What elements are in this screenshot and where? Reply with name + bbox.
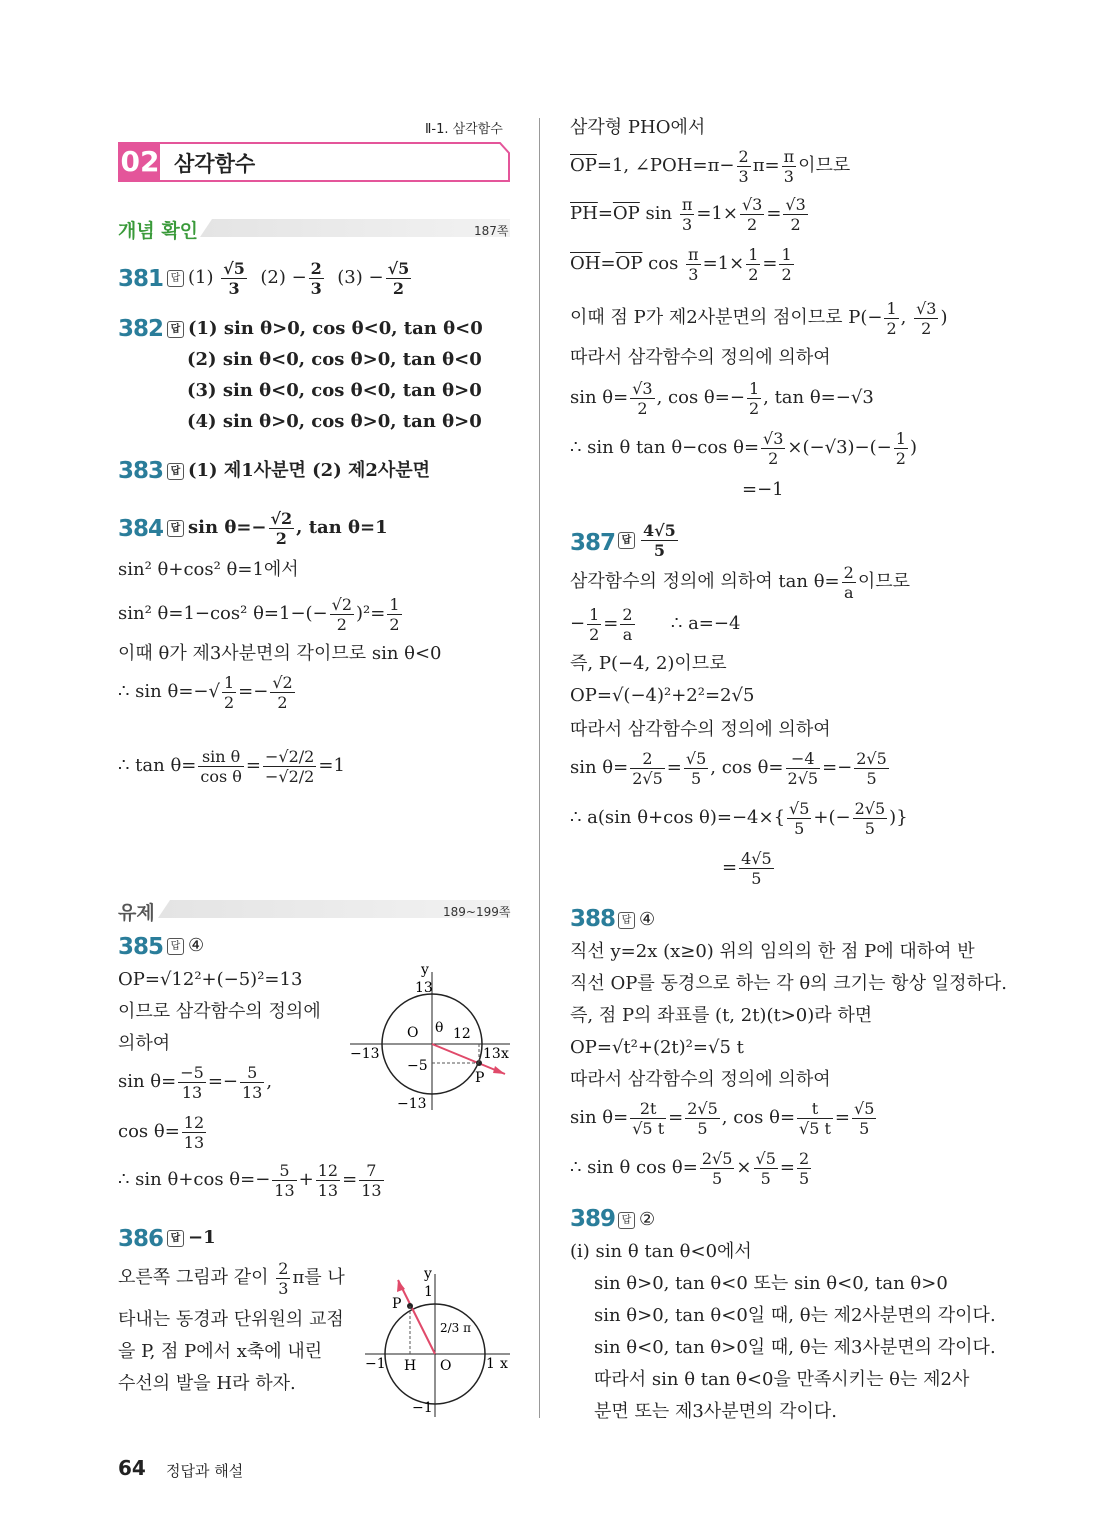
fraction: $\frac{12}{13}$ <box>183 1112 205 1152</box>
problem-386-right-7: sin θ= $\frac{√3}{2}$ , cos θ=− $\frac{1}{2}$ , tan θ=−√3 <box>570 378 874 418</box>
fraction: $\frac{1}{2}$ <box>886 298 897 338</box>
problem-386-right-2: $\overline{OP}=1$, ∠POH=π− $\frac{2}{3}$ π= $\frac{\pi}{3}$ 이므로 <box>570 146 851 186</box>
answer-text: ④ <box>188 935 205 956</box>
problem-386-line-1 <box>118 1256 345 1300</box>
fig-label: O <box>440 1358 452 1374</box>
page-number: 64 <box>118 1456 146 1480</box>
problem-382-number: 382 <box>118 316 164 342</box>
fraction: $\frac{\text{sin θ}}{\text{cos θ}}$ <box>200 746 242 786</box>
problem-388-line-4: OP=√t²+(2t)²=√5 t <box>570 1037 744 1058</box>
fig-label: P <box>475 1070 485 1086</box>
fig-label: −5 <box>407 1058 428 1074</box>
problem-383-number: 383 <box>118 458 164 484</box>
part-label: (2) <box>260 267 286 288</box>
problem-385-answer <box>167 932 204 960</box>
problem-386-line-2: 타내는 동경과 단위원의 교점 <box>118 1309 344 1330</box>
problem-385-line-5: cos θ= $\frac{12}{13}$ <box>118 1112 205 1152</box>
answer-mark: 답 <box>167 520 184 537</box>
answer-text: −1 <box>188 1227 216 1248</box>
problem-389-answer <box>618 1206 655 1234</box>
fig-label: 1 <box>424 1284 433 1300</box>
answer-mark: 답 <box>618 1212 635 1229</box>
answer-text: (1) 제1사분면 (2) 제2사분면 <box>188 460 431 481</box>
fraction: $\frac{2√5}{5}$ <box>701 1148 733 1188</box>
problem-383-answer <box>167 457 430 485</box>
problem-388-line-3: 즉, 점 P의 좌표를 (t, 2t)(t>0)라 하면 <box>570 1005 873 1026</box>
fraction: $\frac{1}{2}$ <box>748 244 759 284</box>
fraction: $\frac{2√5}{5}$ <box>687 1098 718 1138</box>
practice-label: 유제 <box>118 902 155 924</box>
answer-mark: 답 <box>618 912 635 929</box>
fraction: $\frac{1}{2}$ <box>781 244 792 284</box>
fig-label: P <box>392 1296 402 1312</box>
practice-pages: 189~199쪽 <box>443 905 511 919</box>
concept-bar <box>200 219 510 237</box>
problem-386-right-6: 따라서 삼각함수의 정의에 의하여 <box>570 347 831 368</box>
problem-389-number: 389 <box>570 1206 616 1232</box>
fig-angle-label: 2/3 π <box>440 1321 472 1335</box>
concept-label: 개념 확인 <box>118 220 199 242</box>
answer-mark: 답 <box>167 321 184 338</box>
fraction: $\frac{\pi}{3}$ <box>688 244 699 284</box>
fraction: $\frac{1}{2}$ <box>895 428 906 468</box>
fig-label: x <box>501 1046 509 1062</box>
problem-386-right-5: 이때 점 P가 제2사분면의 점이므로 P(− $\frac{1}{2}$ , $\frac{√3}{2}$ ) <box>570 298 948 338</box>
problem-384-number: 384 <box>118 516 164 542</box>
problem-388-line-6: sin θ= $\frac{2t}{√5 t}$ = $\frac{2√5}{5}$ , cos θ= $\frac{t}{√5 t}$ = $\frac{√5}{5}$ <box>570 1098 875 1138</box>
fraction: $\frac{√5}{5}$ <box>854 1098 875 1138</box>
fraction: $\frac{√2}{2}$ <box>272 672 293 712</box>
text: 오른쪽 그림과 같이 <box>118 1267 269 1288</box>
problem-388-line-1: 직선 y=2x (x≥0) 위의 임의의 한 점 P에 대하여 반 <box>570 941 975 962</box>
figure-385 <box>345 962 515 1112</box>
problem-386-answer <box>167 1224 216 1252</box>
text: 이때 점 P가 제2사분면의 점이므로 <box>570 307 843 328</box>
problem-385-line-6: ∴ sin θ+cos θ=− $\frac{5}{13}$ + $\frac{12}{13}$ = $\frac{7}{13}$ <box>118 1160 382 1200</box>
problem-388-line-7: ∴ sin θ cos θ= $\frac{2√5}{5}$ × $\frac{√5}{5}$ = $\frac{2}{5}$ <box>570 1148 810 1188</box>
fraction: $\frac{4√5}{5}$ <box>643 520 676 560</box>
problem-387-line-1 <box>570 560 910 604</box>
figure-386 <box>360 1262 515 1420</box>
problem-385-line-2: 이므로 삼각함수의 정의에 <box>118 1001 321 1022</box>
fig-label: y <box>424 1266 432 1282</box>
problem-382-line-1 <box>167 315 483 343</box>
fraction: $\frac{4√5}{5}$ <box>741 848 772 888</box>
problem-384-line-5: ∴ tan θ= $\frac{\text{sin θ}}{\text{cos θ}}$ = $\frac{-√2/2}{-√2/2}$ =1 <box>118 746 345 786</box>
answer-mark: 답 <box>167 463 184 480</box>
problem-389-line-5: 따라서 sin θ tan θ<0을 만족시키는 θ는 제2사 <box>594 1369 970 1390</box>
problem-387-line-4: OP=√(−4)²+2²=2√5 <box>570 685 755 706</box>
fraction: $\frac{√2}{2}$ <box>331 594 353 634</box>
fraction: $\frac{2}{5}$ <box>798 1148 810 1188</box>
problem-387-line-6: sin θ= $\frac{2}{2√5}$ = $\frac{√5}{5}$ , cos θ= $\frac{-4}{2√5}$ =− $\frac{2√5}{5}$ <box>570 748 887 788</box>
problem-387-answer <box>618 518 680 562</box>
fraction: $\frac{2}{3}$ <box>310 258 322 298</box>
problem-388-answer <box>618 906 655 934</box>
fraction: $\frac{√3}{2}$ <box>763 428 784 468</box>
arrow-head <box>493 1066 505 1074</box>
fig-label: 13 <box>483 1046 501 1062</box>
problem-384-line-4: ∴ sin θ=−√ $\frac{1}{2}$ =− $\frac{√2}{2}$ <box>118 672 293 712</box>
text: 삼각함수의 정의에 의하여 tan θ= <box>570 571 840 592</box>
problem-384-answer: 답 sin θ=− $\frac{√2}{2}$ , tan θ=1 <box>167 506 388 550</box>
fraction: $\frac{1}{2}$ <box>748 378 760 418</box>
problem-381-answer: 답 (1) $\frac{√5}{3}$ (2) − $\frac{2}{3}$ (3) − $\frac{√5}{2}$ <box>167 256 413 300</box>
concept-pages: 187쪽 <box>474 224 509 238</box>
fraction: $\frac{\pi}{3}$ <box>783 146 795 186</box>
problem-389-line-6: 분면 또는 제3사분면의 각이다. <box>594 1401 837 1422</box>
fraction: $\frac{-√2/2}{-√2/2}$ <box>265 746 315 786</box>
text: 이므로 <box>857 571 910 592</box>
problem-386-line-3: 을 P, 점 P에서 x축에 내린 <box>118 1341 323 1362</box>
fraction: $\frac{√5}{5}$ <box>755 1148 776 1188</box>
problem-389-line-1: (ⅰ) sin θ tan θ<0에서 <box>570 1241 752 1262</box>
fraction: $\frac{2}{3}$ <box>738 146 749 186</box>
problem-386-line-4: 수선의 발을 H라 하자. <box>118 1373 296 1394</box>
fraction: $\frac{√5}{5}$ <box>685 748 707 788</box>
problem-387-line-7: ∴ a(sin θ+cos θ)=−4×{ $\frac{√5}{5}$ +(− $\frac{2√5}{5}$ )} <box>570 798 908 838</box>
problem-384-line-2: sin² θ=1−cos² θ=1−(− $\frac{√2}{2}$ )²= $\frac{1}{2}$ <box>118 594 400 634</box>
fig-label: 1 <box>486 1356 495 1372</box>
fraction: $\frac{√3}{2}$ <box>785 194 806 234</box>
fraction: $\frac{5}{13}$ <box>242 1062 263 1102</box>
answer-text: (1) sin θ>0, cos θ<0, tan θ<0 <box>188 318 483 339</box>
problem-386-right-9: =−1 <box>742 479 784 500</box>
problem-385-line-4: sin θ= $\frac{-5}{13}$ =− $\frac{5}{13}$ , <box>118 1062 273 1102</box>
fraction: $\frac{2√5}{5}$ <box>854 798 886 838</box>
fig-label: H <box>404 1358 417 1374</box>
problem-388-number: 388 <box>570 906 616 932</box>
answer-text: ② <box>639 1209 656 1230</box>
fig-label: θ <box>435 1020 444 1036</box>
fig-label: −13 <box>350 1046 380 1062</box>
problem-386-right-3: $\overline{PH}=\overline{OP}$ sin $\frac{\pi}{3}$ =1× $\frac{√3}{2}$ = $\frac{√3}{2}$ <box>570 194 806 234</box>
column-divider <box>539 118 540 1418</box>
problem-389-line-4: sin θ<0, tan θ>0일 때, θ는 제3사분면의 각이다. <box>594 1337 996 1358</box>
chapter-label: Ⅱ-1. 삼각함수 <box>425 122 503 137</box>
fraction: $\frac{1}{2}$ <box>223 672 235 712</box>
problem-382-line-2: (2) sin θ<0, cos θ>0, tan θ<0 <box>187 349 482 370</box>
problem-387-line-8: = $\frac{4√5}{5}$ <box>722 848 772 888</box>
fraction: $\frac{√3}{2}$ <box>741 194 763 234</box>
problem-387-line-2: − $\frac{1}{2}$ = $\frac{2}{a}$ ∴ a=−4 <box>570 604 741 644</box>
fraction: $\frac{2}{a}$ <box>622 604 633 644</box>
part-label: (3) <box>337 267 363 288</box>
fraction: $\frac{√3}{2}$ <box>916 298 937 338</box>
section-title: 삼각함수 <box>174 152 256 176</box>
fraction: $\frac{2t}{√5 t}$ <box>632 1098 665 1138</box>
problem-388-line-5: 따라서 삼각함수의 정의에 의하여 <box>570 1069 831 1090</box>
problem-381-number: 381 <box>118 266 164 292</box>
part-label: (1) <box>188 267 214 288</box>
problem-389-line-2: sin θ>0, tan θ<0 또는 sin θ<0, tan θ>0 <box>594 1273 948 1294</box>
answer-text: ④ <box>639 909 656 930</box>
fig-label: x <box>500 1356 508 1372</box>
fraction: $\frac{2√5}{5}$ <box>856 748 887 788</box>
fraction: $\frac{\pi}{3}$ <box>681 194 693 234</box>
answer-mark: 답 <box>618 532 635 549</box>
problem-386-right-8: ∴ sin θ tan θ−cos θ= $\frac{√3}{2}$ ×(−√3)−(− $\frac{1}{2}$ ) <box>570 428 917 468</box>
fig-label: 13 <box>415 980 433 996</box>
section-number: 02 <box>120 145 160 178</box>
fraction: $\frac{12}{13}$ <box>317 1160 339 1200</box>
text: 이므로 <box>798 155 851 176</box>
fraction: $\frac{7}{13}$ <box>361 1160 382 1200</box>
fig-label: −13 <box>397 1096 427 1112</box>
problem-385-number: 385 <box>118 934 164 960</box>
problem-387-line-5: 따라서 삼각함수의 정의에 의하여 <box>570 719 831 740</box>
fraction: $\frac{5}{13}$ <box>274 1160 295 1200</box>
fig-label: y <box>421 962 429 978</box>
problem-386-number: 386 <box>118 1226 164 1252</box>
fraction: $\frac{1}{2}$ <box>589 604 600 644</box>
fraction: $\frac{√2}{2}$ <box>270 508 293 548</box>
fraction: $\frac{2}{a}$ <box>843 562 854 602</box>
fraction: $\frac{√5}{3}$ <box>223 258 245 298</box>
fig-label: 12 <box>453 1026 471 1042</box>
problem-389-line-3: sin θ>0, tan θ<0일 때, θ는 제2사분면의 각이다. <box>594 1305 996 1326</box>
problem-385-line-3: 의하여 <box>118 1033 171 1054</box>
answer-mark: 답 <box>167 1230 184 1247</box>
problem-382-line-3: (3) sin θ<0, cos θ<0, tan θ>0 <box>187 380 482 401</box>
fraction: $\frac{√3}{2}$ <box>632 378 653 418</box>
fig-label: −1 <box>412 1400 433 1416</box>
problem-387-line-3: 즉, P(−4, 2)이므로 <box>570 653 727 674</box>
problem-385-line-1: OP=√12²+(−5)²=13 <box>118 969 303 990</box>
problem-382-line-4: (4) sin θ>0, cos θ>0, tan θ>0 <box>187 411 482 432</box>
fig-label: O <box>407 1025 419 1041</box>
problem-386-right-1: 삼각형 PHO에서 <box>570 117 706 138</box>
answer-mark: 답 <box>167 270 184 287</box>
fraction: $\frac{√5}{2}$ <box>387 258 410 298</box>
answer-text: , tan θ=1 <box>296 517 388 538</box>
section-header <box>118 142 510 182</box>
fraction: $\frac{1}{2}$ <box>389 594 400 634</box>
problem-387-number: 387 <box>570 530 616 556</box>
fraction: $\frac{-5}{13}$ <box>180 1062 204 1102</box>
text: π를 나 <box>292 1267 345 1288</box>
fraction: $\frac{t}{√5 t}$ <box>799 1098 831 1138</box>
text: ∴ a=−4 <box>670 613 741 634</box>
fraction: $\frac{√5}{5}$ <box>789 798 810 838</box>
fraction: $\frac{2}{2√5}$ <box>632 748 663 788</box>
fig-label: −1 <box>365 1356 386 1372</box>
fraction: $\frac{-4}{2√5}$ <box>787 748 819 788</box>
problem-384-line-1: sin² θ+cos² θ=1에서 <box>118 559 299 580</box>
answer-mark: 답 <box>167 938 184 955</box>
fraction: $\frac{2}{3}$ <box>278 1258 289 1298</box>
problem-384-line-3: 이때 θ가 제3사분면의 각이므로 sin θ<0 <box>118 643 442 664</box>
problem-388-line-2: 직선 OP를 동경으로 하는 각 θ의 크기는 항상 일정하다. <box>570 973 1007 994</box>
problem-386-right-4: $\overline{OH}=\overline{OP}$ cos $\frac{\pi}{3}$ =1× $\frac{1}{2}$ = $\frac{1}{2}$ <box>570 244 792 284</box>
footer-label: 정답과 해설 <box>166 1462 244 1480</box>
